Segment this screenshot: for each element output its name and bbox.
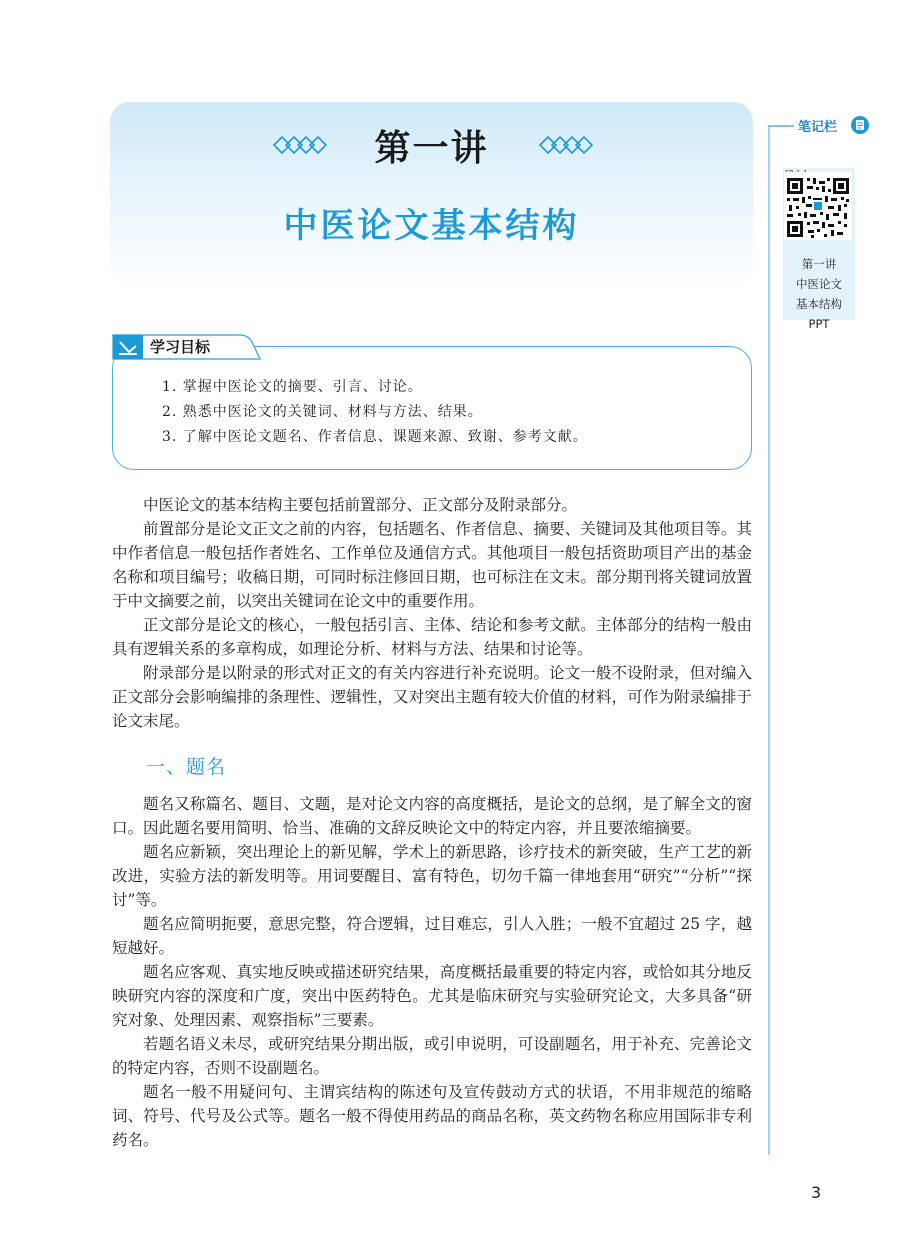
objectives-list xyxy=(162,375,588,450)
paragraph: 正文部分是论文的核心，一般包括引言、主体、结论和参考文献。主体部分的结构一般由具有逻辑关系的多章构成，如理论分析、材料与方法、结果和讨论等。 xyxy=(112,616,752,658)
paragraph: 若题名语义未尽，或研究结果分期出版，或引申说明，可设副题名，用于补充、完善论文的特定内容，否则不设副题名。 xyxy=(112,1035,752,1077)
paragraph: 题名应新颖，突出理论上的新见解，学术上的新思路，诊疗技术的新突破，生产工艺的新改进，实验方法的新发明等。用词要醒目、富有特色，切勿千篇一律地套用“研究”“分析”“探讨”等。 xyxy=(112,843,752,909)
paragraph: 题名应客观、真实地反映或描述研究结果，高度概括最重要的特定内容，或恰如其分地反映研究内容的深度和广度，突出中医药特色。尤其是临床研究与实验研究论文，大多具备“研究对象、处理因素、观察指标”三要素。 xyxy=(112,963,752,1029)
section-heading: 一、题名 xyxy=(146,756,227,778)
paragraph: 前置部分是论文正文之前的内容，包括题名、作者信息、摘要、关键词及其他项目等。其中作者信息一般包括作者姓名、工作单位及通信方式。其他项目一般包括资助项目产出的基金名称和项目编号；收稿日期，可同时标注修回日期，也可标注在文末。部分期刊将关键词放置于中文摘要之前，以突出关键词在论文中的重要作用。 xyxy=(112,520,752,610)
ppt-resource-label[interactable] xyxy=(783,254,855,334)
chapter-number: 第一讲 xyxy=(374,127,489,169)
objective-item: 3. 了解中医论文题名、作者信息、课题来源、致谢、参考文献。 xyxy=(162,429,588,445)
ppt-line: 基本结构 xyxy=(796,297,842,311)
page-number: 3 xyxy=(811,1183,822,1202)
section-body xyxy=(112,792,752,1152)
ppt-line: PPT xyxy=(808,317,830,331)
intro-body xyxy=(112,493,752,733)
paragraph: 题名应简明扼要，意思完整，符合逻辑，过目难忘，引人入胜；一般不宜超过 25 字，越短越好。 xyxy=(112,915,752,957)
paragraph: 中医论文的基本结构主要包括前置部分、正文部分及附录部分。 xyxy=(143,496,578,514)
notepad-icon xyxy=(850,115,870,135)
sidebar-rule-cap xyxy=(768,125,794,127)
ppt-line: 中医论文 xyxy=(796,277,842,291)
qr-code-icon[interactable] xyxy=(784,172,852,240)
sidebar-rule xyxy=(768,125,770,1155)
paragraph: 题名一般不用疑问句、主谓宾结构的陈述句及宣传鼓动方式的状语，不用非规范的缩略词、符号、代号及公式等。题名一般不得使用药品的商品名称，英文药物名称应用国际非专利药名。 xyxy=(112,1083,752,1149)
notes-column-label: 笔记栏 xyxy=(798,120,838,135)
objective-item: 1. 掌握中医论文的摘要、引言、讨论。 xyxy=(162,379,423,395)
objective-item: 2. 熟悉中医论文的关键词、材料与方法、结果。 xyxy=(162,404,483,420)
objectives-heading: 学习目标 xyxy=(150,338,211,356)
paragraph: 附录部分是以附录的形式对正文的有关内容进行补充说明。论文一般不设附录，但对编入正文部分会影响编排的条理性、逻辑性，又对突出主题有较大价值的材料，可作为附录编排于论文末尾。 xyxy=(112,664,752,730)
paragraph: 题名又称篇名、题目、文题，是对论文内容的高度概括，是论文的总纲，是了解全文的窗口。因此题名要用简明、恰当、准确的文辞反映论文中的特定内容，并且要浓缩摘要。 xyxy=(112,795,752,837)
chapter-title: 中医论文基本结构 xyxy=(283,206,580,246)
ppt-line: 第一讲 xyxy=(801,257,837,271)
